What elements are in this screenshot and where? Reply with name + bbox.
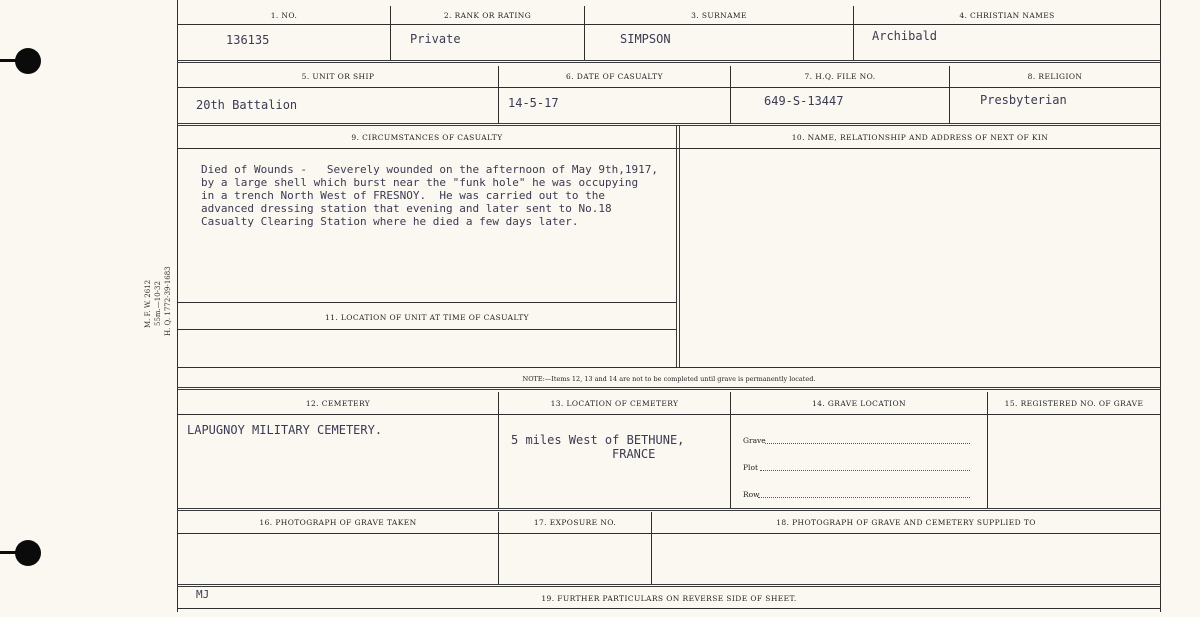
- photo-taken-header: 16. PHOTOGRAPH OF GRAVE TAKEN: [259, 518, 417, 527]
- next-of-kin-header: 10. NAME, RELATIONSHIP AND ADDRESS OF NEXT OF KIN: [791, 133, 1049, 142]
- row3-vertical-rule: [676, 126, 680, 367]
- location-unit-header: 11. LOCATION OF UNIT AT TIME OF CASUALTY: [325, 313, 529, 322]
- circumstances-line-2: by a large shell which burst near the "funk hole" he was occupying: [201, 176, 639, 189]
- further-particulars-footer: 19. FURTHER PARTICULARS ON REVERSE SIDE OF SHEET.: [541, 594, 797, 603]
- row4-bottom-rule: [177, 508, 1161, 511]
- plot-dotted-line: [760, 470, 970, 471]
- row-dotted-line: [758, 497, 970, 498]
- service-number-value: 136135: [226, 33, 270, 47]
- row2-bottom-rule: [177, 123, 1161, 126]
- row1-header-line: [177, 24, 1161, 25]
- location-unit-top-line: [177, 302, 676, 303]
- no-header: 1. NO.: [270, 11, 298, 20]
- circumstances-line-5: Casualty Clearing Station where he died a few days later.: [201, 215, 579, 228]
- exposure-header: 17. EXPOSURE NO.: [533, 518, 617, 527]
- religion-header: 8. RELIGION: [1027, 72, 1083, 81]
- form-number-label: M. F. W. 2612: [144, 279, 152, 328]
- date-header: 6. DATE OF CASUALTY: [566, 72, 663, 81]
- note-text: NOTE:—Items 12, 13 and 14 are not to be completed until grave is permanently located.: [522, 375, 816, 383]
- cemetery-location-line-2: FRANCE: [612, 447, 656, 461]
- surname-value: SIMPSON: [620, 32, 671, 46]
- christian-names-header: 4. CHRISTIAN NAMES: [959, 11, 1055, 20]
- row2-header-line: [177, 87, 1161, 88]
- note-bottom-rule: [177, 387, 1161, 390]
- grave-location-header: 14. GRAVE LOCATION: [811, 399, 907, 408]
- unit-value: 20th Battalion: [196, 98, 298, 112]
- row5-bottom-rule: [177, 584, 1161, 587]
- file-no-header: 7. H.Q. FILE NO.: [804, 72, 876, 81]
- footer-bottom-line: [177, 608, 1161, 609]
- circumstances-line-3: in a trench North West of FRESNOY. He was carried out to the: [201, 189, 605, 202]
- row1-bottom-rule: [177, 60, 1161, 63]
- circumstances-line-4: advanced dressing station that evening and later sent to No.18: [201, 202, 612, 215]
- file-no-value: 649-S-13447: [764, 94, 844, 108]
- note-top-line: [177, 367, 1161, 368]
- binder-peg-bottom: [0, 551, 20, 554]
- christian-names-value: Archibald: [872, 29, 938, 43]
- clerk-initials: MJ: [196, 588, 210, 601]
- rank-header: 2. RANK OR RATING: [443, 11, 532, 20]
- right-border: [1160, 0, 1161, 612]
- grave-dotted-line: [765, 443, 970, 444]
- row4-divider-3: [987, 392, 988, 509]
- form-print-label: 55m.—10-32: [154, 281, 162, 326]
- cemetery-value: LAPUGNOY MILITARY CEMETERY.: [187, 423, 383, 437]
- plot-label: Plot: [743, 463, 758, 472]
- religion-value: Presbyterian: [980, 93, 1067, 107]
- circumstances-header: 9. CIRCUMSTANCES OF CASUALTY: [351, 133, 503, 142]
- circumstances-line-1: Died of Wounds - Severely wounded on the afternoon of May 9th,1917,: [201, 163, 658, 176]
- binder-peg-top: [0, 59, 20, 62]
- rank-value: Private: [410, 32, 461, 46]
- row3-header-line: [177, 148, 1161, 149]
- row-label: Row: [743, 490, 760, 499]
- row4-divider-2: [730, 392, 731, 509]
- row4-header-line: [177, 414, 1161, 415]
- surname-header: 3. SURNAME: [691, 11, 747, 20]
- unit-header: 5. UNIT OR SHIP: [301, 72, 375, 81]
- location-unit-header-line: [177, 329, 676, 330]
- date-value: 14-5-17: [508, 96, 559, 110]
- cemetery-location-line-1: 5 miles West of BETHUNE,: [511, 433, 685, 447]
- row4-divider-1: [498, 392, 499, 509]
- form-hq-label: H. Q. 1772-39-1683: [164, 266, 172, 336]
- registered-no-header: 15. REGISTERED NO. OF GRAVE: [1004, 399, 1144, 408]
- grave-label: Grave: [743, 436, 766, 445]
- cemetery-header: 12. CEMETERY: [305, 399, 371, 408]
- row5-header-line: [177, 533, 1161, 534]
- photo-supplied-header: 18. PHOTOGRAPH OF GRAVE AND CEMETERY SUPPLIED TO: [776, 518, 1036, 527]
- cemetery-location-header: 13. LOCATION OF CEMETERY: [550, 399, 679, 408]
